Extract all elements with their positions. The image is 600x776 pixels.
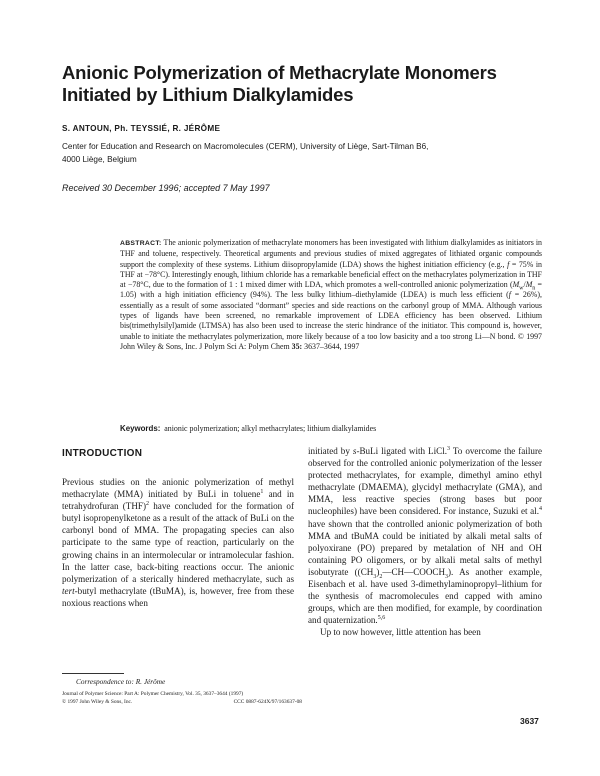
reference-3: 3 [447,445,451,452]
intro-text: initiated by [308,446,350,456]
keywords-text: anionic polymerization; alkyl methacrylates; lithium dialkylamides [164,424,377,433]
correspondence-text: Correspondence to: R. Jérôme [76,677,166,686]
subscript: 3 [373,573,377,580]
intro-paragraph-2: Up to now however, little attention has been [320,627,481,638]
sec-prefix: s [352,446,357,456]
journal-citation: Journal of Polymer Science: Part A: Polymer Chemistry, Vol. 35, 3637–3644 (1997) [62,691,244,697]
intro-text: -BuLi ligated with LiCl. [356,446,448,456]
affiliation-line-2: 4000 Liège, Belgium [62,154,137,164]
tert-prefix: tert [62,585,75,596]
title-line-1: Anionic Polymerization of Methacrylate Monomers [62,62,497,83]
mn-symbol: M [525,280,533,290]
intro-paragraph-1 [62,476,294,609]
received-dates: Received 30 December 1996; accepted 7 May 1997 [62,183,270,193]
reference-2: 2 [146,501,150,508]
abstract [120,238,542,352]
body-column-left [62,476,294,609]
volume-number: 35: [291,341,303,351]
intro-text: Previous studies on the anionic polymerization of methyl methacrylate (MMA) initiated by BuLi in toluene [62,477,294,500]
subscript: 2 [379,573,383,580]
abstract-text-2: = 75% in THF at −78°C). Interestingly enough, lithium chloride has a remarkable beneficial effect on the methacrylates polymerization in THF at −78°C, due to the formation of 1 : 1 mixed dimer with LDA, which promotes a well-controlled anionic polymerization ( [120,259,542,290]
authors: S. ANTOUN, Ph. TEYSSIÉ, R. JÉRÔME [62,124,221,133]
reference-1: 1 [260,489,264,496]
abstract-text-4: = 26%), essentially as a result of some associated “dormant” species and side reactions on the carbonyl group of MMA. Although various types of ligands have been screened, no remarkable improvement of LDEA efficiency has been observed. Lithium bis(trimethylsilyl)amide (LTMSA) has also been used to increase the steric hindrance of the initiator. This compound is, however, unable to initiate the methacrylates polymerization, more likely because of a too low basicity and a too strong Li—N bond. © 1997 John Wiley & Sons, Inc. J Polym Sci A: Polym Chem [120,290,542,351]
intro-text: ). As another example, Eisenbach et al. have used 3-dimethylaminopropyl–lithium for the synthesis of macromolecules end capped with amino groups, which are then modified, for example, by coordination and quaternization. [308,566,542,626]
mw-symbol: M [512,280,520,290]
abstract-f-symbol-2: f [508,290,511,300]
keywords [120,424,542,434]
abstract-f-symbol-1: f [507,259,510,269]
ratio-slash: / [523,280,526,290]
subscript: 3 [445,573,449,580]
title-line-2: Initiated by Lithium Dialkylamides [62,84,354,105]
intro-text: To overcome the failure observed for the controlled anionic polymerization of the lesser protected methacrylates, for example, dimethyl amino ethyl methacrylate (DMAEMA), glycidyl methacrylate (GMA), and MMA, less reactive species (strong bases but poor nucleophiles) have been considered. For instance, Suzuki et al. [308,446,543,517]
intro-text: —CH—COOCH [382,566,446,577]
affiliation-line-1: Center for Education and Research on Macromolecules (CERM), University of Liège, Sart-Tilman B6, [62,142,429,151]
copyright: © 1997 John Wiley & Sons, Inc. [62,699,133,705]
correspondence-note [76,677,165,686]
keywords-label: Keywords: [120,424,161,433]
ccc-code: CCC 0887-624X/97/163637-08 [233,699,302,705]
intro-text: have concluded for the formation of butyl isopropenylketone as a result of the attack of BuLi on the carbonyl bond of MMA. The propagating species can also participate to the same type of reaction, particularly on the growing chains in an intermolecular or intramolecular fashion. In the latter case, back-biting reactions occur. The anionic polymerization of a sterically hindered methacrylate, such as [62,501,294,584]
article-title [62,62,542,106]
journal-info [62,690,302,706]
section-heading-introduction: INTRODUCTION [62,448,143,459]
intro-text: and in tetrahydrofuran (THF) [62,489,294,512]
abstract-text-1: The anionic polymerization of methacrylate monomers has been investigated with lithium dialkylamides as initiators in THF and toluene, respectively. Theoretical arguments and previous studies of mixed aggregates of lithiated organic compounds support the complexity of these systems. Lithium diisopropylamide (LDA) shows the highest initiation efficiency (e.g., [120,238,542,269]
intro-paragraph-1-continued [308,445,542,626]
intro-text: have shown that the controlled anionic polymerization of both MMA and tBuMA could be initiated by alkali metal salts of polyoxirane (PO) prepared by metalation of NH and OH containing PO oligomers, or by alkali metal salts of methyl isobutyrate ((CH [308,518,542,577]
page-range: 3637–3644, 1997 [304,341,360,351]
intro-text: ) [376,566,380,577]
abstract-text-3: = 1.05) with a high initiation efficiency (94%). The less bulky lithium–diethylamide (LDEA) is much less efficient ( [120,280,542,300]
body-column-right [308,445,542,639]
journal-copyright-row [62,698,302,706]
abstract-label: ABSTRACT: [120,240,162,247]
affiliation [62,141,502,166]
mw-subscript: w [519,285,524,292]
mn-subscript: n [532,285,536,292]
reference-4: 4 [539,506,542,513]
footnote-divider [62,673,124,674]
reference-5-6: 5,6 [377,615,386,622]
intro-text: -butyl methacrylate (tBuMA), is, however, free from these noxious reactions when [62,585,294,608]
page-number: 3637 [520,716,539,726]
